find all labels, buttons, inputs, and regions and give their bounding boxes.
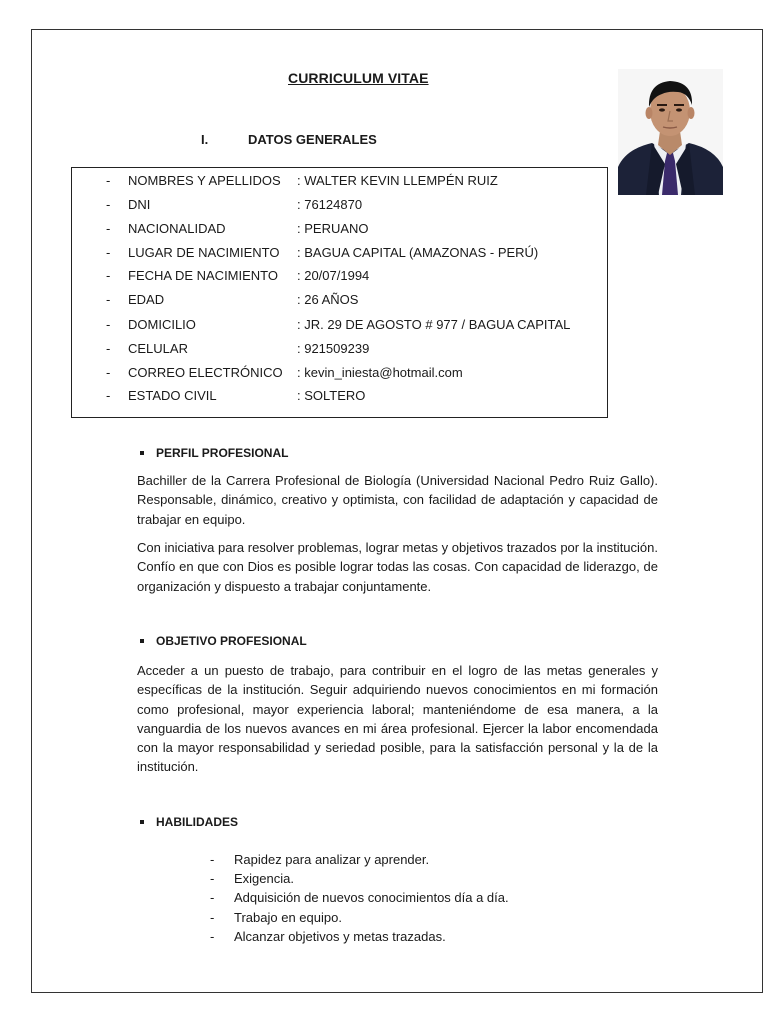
profile-photo	[618, 69, 723, 195]
heading-text: OBJETIVO PROFESIONAL	[156, 634, 307, 648]
perfil-paragraph-2: Con iniciativa para resolver problemas, lograr metas y objetivos trazados por la institución. Confío en que con Dios es posible lograr todas las cosas. Con capacidad de liderazgo, de organización y dispuesto a trabajar conjuntamente.	[137, 540, 658, 594]
list-dash: -	[106, 268, 111, 283]
heading-text: HABILIDADES	[156, 815, 239, 829]
data-value: : WALTER KEVIN LLEMPÉN RUIZ	[297, 173, 498, 188]
square-bullet-icon	[140, 639, 144, 643]
data-label: LUGAR DE NACIMIENTO	[128, 245, 280, 260]
list-dash: -	[106, 388, 111, 403]
list-item	[210, 927, 509, 946]
skill-text: Alcanzar objetivos y metas trazadas.	[234, 928, 446, 944]
perfil-paragraph-1: Bachiller de la Carrera Profesional de Biología (Universidad Nacional Pedro Ruiz Gallo). Responsable, dinámico, creativo y optimista, con facilidad de adaptación y capacidad de trabajar en equipo.	[137, 473, 658, 527]
list-dash: -	[106, 341, 111, 356]
list-dash: -	[106, 221, 111, 236]
data-label: CORREO ELECTRÓNICO	[128, 365, 283, 380]
data-label: DOMICILIO	[128, 317, 196, 332]
data-label: NACIONALIDAD	[128, 221, 226, 236]
general-data-box	[71, 167, 608, 418]
list-dash: -	[106, 292, 111, 307]
list-dash: -	[106, 173, 111, 188]
data-label: NOMBRES Y APELLIDOS	[128, 173, 281, 188]
list-item	[210, 888, 509, 907]
section-number: I.	[201, 132, 209, 147]
list-item	[210, 869, 509, 888]
list-item	[210, 908, 509, 927]
data-value: : 20/07/1994	[297, 268, 370, 283]
list-dash: -	[210, 871, 215, 887]
list-dash: -	[106, 245, 111, 260]
heading-perfil-profesional	[140, 446, 288, 460]
list-item	[210, 850, 509, 869]
data-label: CELULAR	[128, 341, 188, 356]
data-value: : JR. 29 DE AGOSTO # 977 / BAGUA CAPITAL	[297, 317, 571, 332]
data-value: : BAGUA CAPITAL (AMAZONAS - PERÚ)	[297, 245, 539, 260]
skill-text: Exigencia.	[234, 871, 294, 887]
data-value: : PERUANO	[297, 221, 369, 236]
data-value: : SOLTERO	[297, 388, 366, 403]
list-dash: -	[210, 890, 215, 906]
heading-objetivo-profesional	[140, 634, 307, 648]
list-dash: -	[106, 317, 111, 332]
square-bullet-icon	[140, 820, 144, 824]
data-value: : 26 AÑOS	[297, 292, 359, 307]
data-label: EDAD	[128, 292, 165, 307]
list-dash: -	[210, 928, 215, 944]
objetivo-paragraph: Acceder a un puesto de trabajo, para contribuir en el logro de las metas generales y específicas de la institución. Seguir adquiriendo nuevos conocimientos en mi formación como profesional, mayor experiencia laboral; manteniéndome de esa manera, a la vanguardia de los nuevos avances en mi área profesional. Ejercer la labor encomendada con la mayor responsabilidad y seriedad posible, para la satisfacción personal y la de la institución.	[137, 663, 658, 775]
heading-habilidades	[140, 815, 238, 829]
section-title-datos-generales: DATOS GENERALES	[248, 132, 377, 147]
heading-text: PERFIL PROFESIONAL	[156, 446, 289, 460]
skill-text: Adquisición de nuevos conocimientos día a día.	[234, 890, 509, 906]
document-title: CURRICULUM VITAE	[288, 70, 429, 86]
list-dash: -	[106, 197, 111, 212]
list-dash: -	[210, 852, 215, 867]
list-dash: -	[106, 365, 111, 380]
skills-list	[210, 850, 509, 946]
list-dash: -	[210, 909, 215, 925]
data-value: : kevin_iniesta@hotmail.com	[297, 365, 463, 380]
skill-text: Rapidez para analizar y aprender.	[234, 852, 430, 867]
data-label: DNI	[128, 197, 151, 212]
data-value: : 76124870	[297, 197, 363, 212]
data-value: : 921509239	[297, 341, 370, 356]
data-label: FECHA DE NACIMIENTO	[128, 268, 279, 283]
data-label: ESTADO CIVIL	[128, 388, 217, 403]
square-bullet-icon	[140, 451, 144, 455]
skill-text: Trabajo en equipo.	[234, 909, 342, 925]
